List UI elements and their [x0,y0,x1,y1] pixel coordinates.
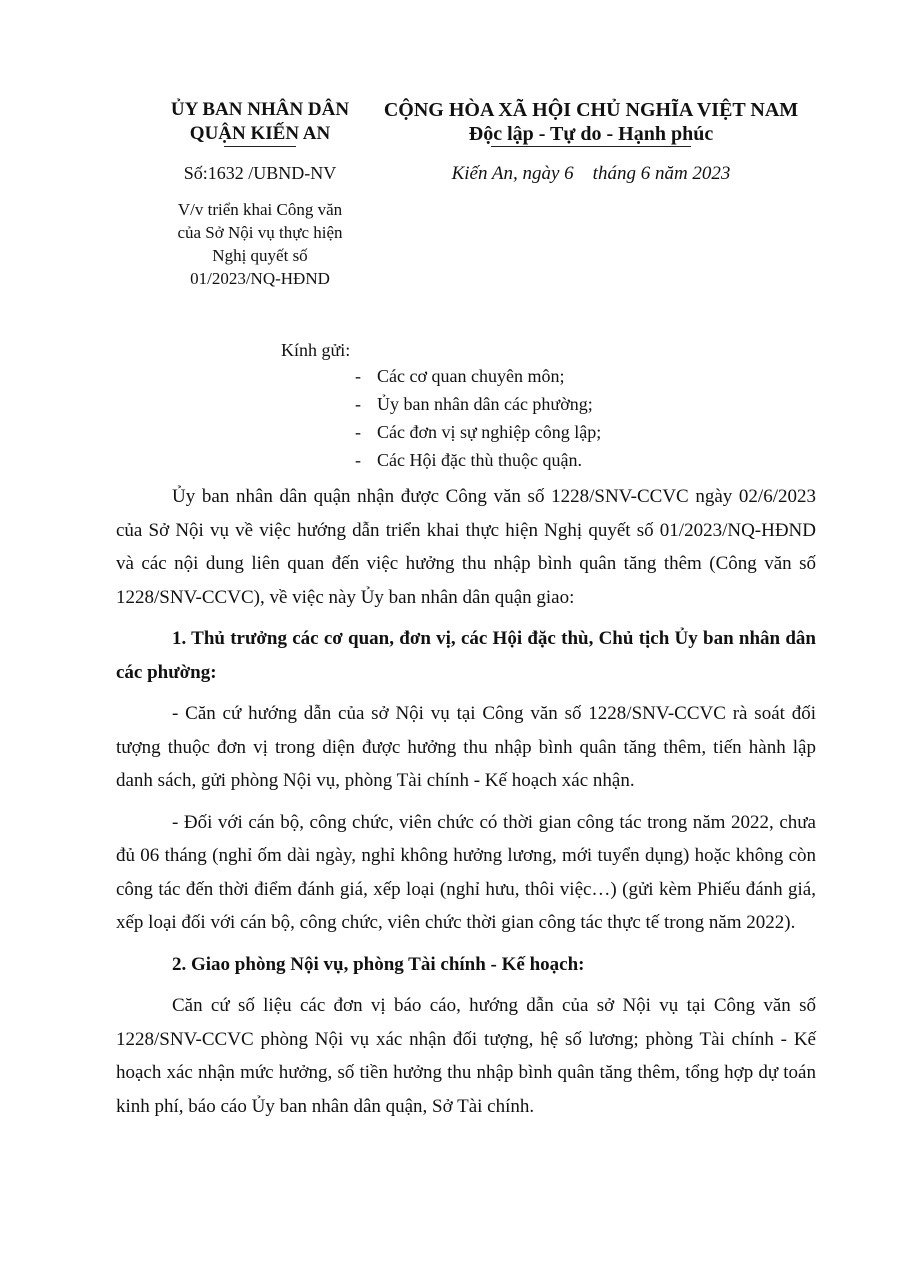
recipients-list [355,362,601,474]
subject-line: Nghị quyết số [212,246,308,265]
subject-line: V/v triển khai Công văn [177,200,343,219]
nation-title: CỘNG HÒA XÃ HỘI CHỦ NGHĨA VIỆT NAM [383,99,799,121]
recipient-text: Các đơn vị sự nghiệp công lập; [377,422,602,442]
recipient-item: - Các cơ quan chuyên môn; [355,366,565,386]
recipient-item: - Các Hội đặc thù thuộc quận. [355,450,582,470]
subject-line: 01/2023/NQ-HĐND [190,269,330,288]
nation-motto: Độc lập - Tự do - Hạnh phúc [468,123,714,145]
document-body [116,480,816,1123]
recipient-text: Ủy ban nhân dân các phường; [377,394,593,414]
section-2-paragraph-1: Căn cứ số liệu các đơn vị báo cáo, hướng dẫn của sở Nội vụ tại Công văn số 1228/SNV-CCVC phòng Nội vụ xác nhận đối tượng, hệ số lương; phòng Tài chính - Kế hoạch xác nhận mức hưởng, số tiền hưởng thu nhập bình quân tăng thêm, tổng hợp dự toán kinh phí, báo cáo Ủy ban nhân dân quận, Sở Tài chính. [116,995,816,1117]
section-1-paragraph-2: - Đối với cán bộ, công chức, viên chức có thời gian công tác trong năm 2022, chưa đủ 06 tháng (nghỉ ốm dài ngày, nghỉ không hưởng lương, mới tuyển dụng) hoặc không còn công tác đến thời điểm đánh giá, xếp loại (nghỉ hưu, thôi việc…) (gửi kèm Phiếu đánh giá, xếp loại đối với cán bộ, công chức, viên chức thời gian công tác thực tế trong năm 2022). [116,811,816,933]
issuer-line-2: QUẬN KIẾN AN [189,123,331,144]
section-2-heading: 2. Giao phòng Nội vụ, phòng Tài chính - Kế hoạch: [172,953,585,975]
recipient-item: - Ủy ban nhân dân các phường; [355,394,593,414]
issuer-block [140,98,380,147]
recipient-text: Các cơ quan chuyên môn; [377,366,565,386]
recipients-label: Kính gửi: [281,340,351,360]
recipient-text: Các Hội đặc thù thuộc quận. [377,450,582,470]
motto-underline [491,146,691,147]
section-1-heading: 1. Thủ trưởng các cơ quan, đơn vị, các Hội đặc thù, Chủ tịch Ủy ban nhân dân các phường: [116,628,816,683]
national-motto-block [372,98,810,147]
section-1-paragraph-1: - Căn cứ hướng dẫn của sở Nội vụ tại Công văn số 1228/SNV-CCVC rà soát đối tượng thuộc đơn vị trong diện được hưởng thu nhập bình quân tăng thêm, tiến hành lập danh sách, gửi phòng Nội vụ, phòng Tài chính - Kế hoạch xác nhận. [116,703,816,791]
intro-paragraph: Ủy ban nhân dân quận nhận được Công văn số 1228/SNV-CCVC ngày 02/6/2023 của Sở Nội vụ về việc hướng dẫn triển khai thực hiện Nghị quyết số 01/2023/NQ-HĐND và các nội dung liên quan đến việc hưởng thu nhập bình quân tăng thêm (Công văn số 1228/SNV-CCVC), về việc này Ủy ban nhân dân quận giao: [116,486,816,608]
subject-line: của Sở Nội vụ thực hiện [177,223,343,242]
recipient-item: - Các đơn vị sự nghiệp công lập; [355,422,602,442]
issue-date: Kiến An, ngày 6 tháng 6 năm 2023 [451,163,731,184]
document-number: Số:1632 /UBND-NV [183,163,337,183]
issuer-underline [224,146,296,147]
subject-block [140,198,380,290]
issuer-line-1: ỦY BAN NHÂN DÂN [170,99,350,120]
